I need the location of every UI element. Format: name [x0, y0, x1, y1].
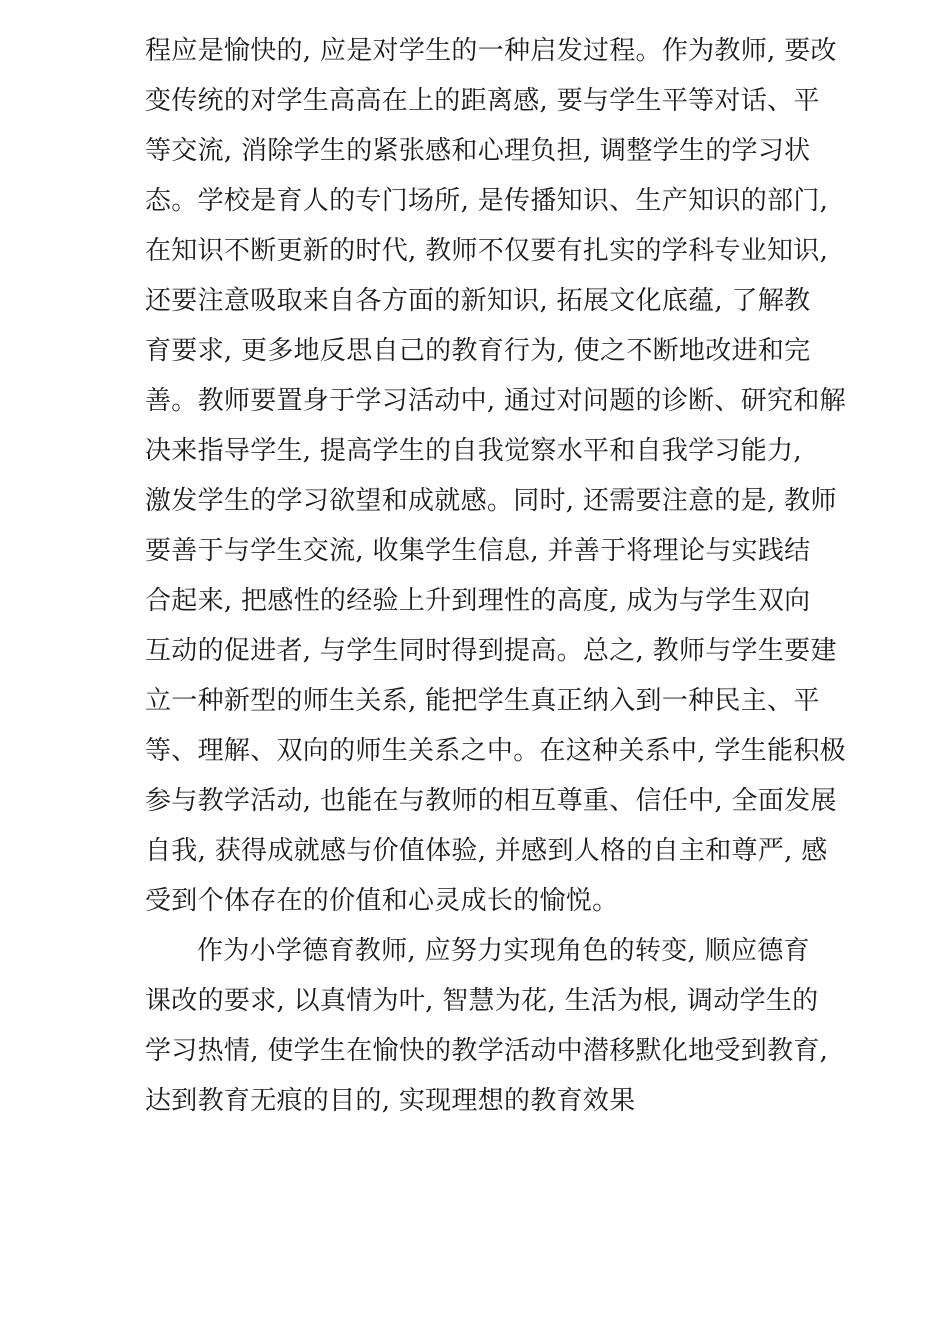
- paragraph-1: [145, 26, 846, 926]
- paragraph-line: 学习热情, 使学生在愉快的教学活动中潜移默化地受到教育,: [145, 1036, 829, 1066]
- paragraph-line: 要善于与学生交流, 收集学生信息, 并善于将理论与实践结: [145, 536, 811, 566]
- document-body: [145, 26, 846, 1126]
- paragraph-line: 善。教师要置身于学习活动中, 通过对问题的诊断、研究和解: [145, 386, 846, 416]
- paragraph-line: 在知识不断更新的时代, 教师不仅要有扎实的学科专业知识,: [145, 236, 829, 266]
- paragraph-line: 还要注意吸取来自各方面的新知识, 拓展文化底蕴, 了解教: [145, 286, 811, 316]
- paragraph-line: 激发学生的学习欲望和成就感。同时, 还需要注意的是, 教师: [145, 486, 837, 516]
- paragraph-line: 受到个体存在的价值和心灵成长的愉悦。: [145, 886, 619, 916]
- paragraph-line: 变传统的对学生高高在上的距离感, 要与学生平等对话、平: [145, 86, 820, 116]
- paragraph-line: 参与教学活动, 也能在与教师的相互尊重、信任中, 全面发展: [145, 786, 837, 816]
- paragraph-2: [145, 926, 829, 1126]
- paragraph-line: 等、理解、双向的师生关系之中。在这种关系中, 学生能积极: [145, 736, 846, 766]
- paragraph-line: 程应是愉快的, 应是对学生的一种启发过程。作为教师, 要改: [145, 36, 837, 66]
- paragraph-line: 等交流, 消除学生的紧张感和心理负担, 调整学生的学习状: [145, 136, 811, 166]
- paragraph-line: 育要求, 更多地反思自己的教育行为, 使之不断地改进和完: [145, 336, 811, 366]
- paragraph-line: 态。学校是育人的专门场所, 是传播知识、生产知识的部门,: [145, 186, 829, 216]
- paragraph-line: 立一种新型的师生关系, 能把学生真正纳入到一种民主、平: [145, 686, 820, 716]
- paragraph-line: 互动的促进者, 与学生同时得到提高。总之, 教师与学生要建: [145, 636, 837, 666]
- paragraph-line: 达到教育无痕的目的, 实现理想的教育效果: [145, 1086, 636, 1116]
- paragraph-line: 决来指导学生, 提高学生的自我觉察水平和自我学习能力,: [145, 436, 802, 466]
- paragraph-line: 合起来, 把感性的经验上升到理性的高度, 成为与学生双向: [145, 586, 811, 616]
- paragraph-line: 课改的要求, 以真情为叶, 智慧为花, 生活为根, 调动学生的: [145, 986, 819, 1016]
- paragraph-line: 作为小学德育教师, 应努力实现角色的转变, 顺应德育: [197, 936, 810, 966]
- paragraph-line: 自我, 获得成就感与价值体验, 并感到人格的自主和尊严, 感: [145, 836, 828, 866]
